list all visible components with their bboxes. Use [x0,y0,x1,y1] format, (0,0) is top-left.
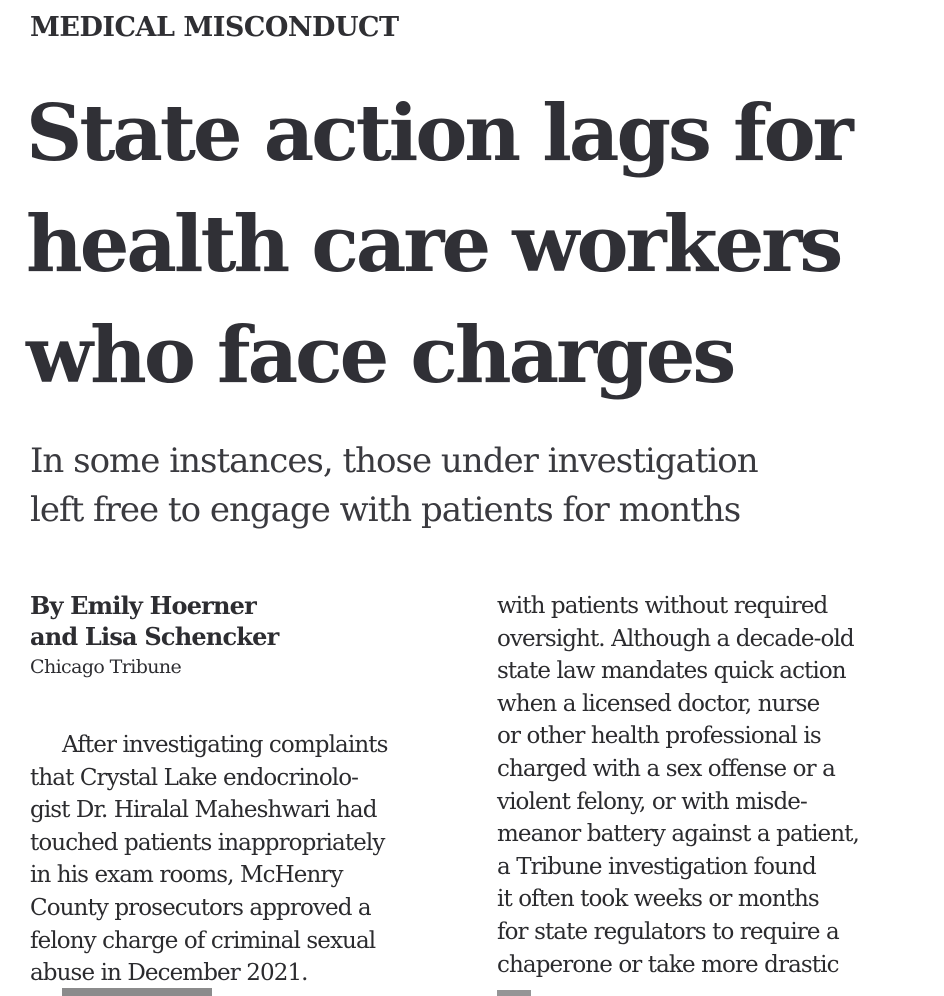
headline-line: who face charges [26,310,734,401]
body-column-right [497,590,942,981]
body-line: in his exam rooms, McHenry [30,862,343,889]
subheadline [30,437,940,535]
body-line: or other health professional is [497,723,821,750]
body-line: gist Dr. Hiralal Maheshwari had [30,797,377,824]
body-line: with patients without required [497,593,828,619]
headline [26,78,941,411]
body-line: felony charge of criminal sexual [30,927,376,954]
byline-organization: Chicago Tribune [30,656,182,678]
body-line: for state regulators to require a [497,918,839,945]
body-line: After investigating complaints [62,732,388,758]
byline [30,590,278,679]
body-line: County prosecutors approved a [30,894,371,921]
subheadline-line: left free to engage with patients for months [30,490,741,530]
body-line: oversight. Although a decade-old [497,625,854,652]
body-line: that Crystal Lake endocrinolo- [30,764,359,791]
section-label: MEDICAL MISCONDUCT [30,12,399,43]
body-line: abuse in December 2021. [30,960,308,987]
headline-line: health care workers [26,199,841,290]
body-line: touched patients inappropriately [30,829,385,856]
body-line: meanor battery against a patient, [497,821,859,848]
body-line: charged with a sex offense or a [497,755,835,782]
subheadline-line: In some instances, those under investigation [30,441,758,481]
body-line: violent felony, or with misde- [497,788,807,815]
body-column-left [30,729,460,990]
body-line: chaperone or take more drastic [497,951,839,978]
body-line: it often took weeks or months [497,886,819,913]
body-line: a Tribune investigation found [497,853,816,880]
body-line: state law mandates quick action [497,658,846,685]
cut-off-text-fragment [497,990,531,996]
cut-off-text-fragment [62,988,212,996]
body-line: when a licensed doctor, nurse [497,690,820,717]
byline-author: By Emily Hoerner [30,591,256,620]
headline-line: State action lags for [26,88,851,179]
byline-author: and Lisa Schencker [30,622,279,651]
